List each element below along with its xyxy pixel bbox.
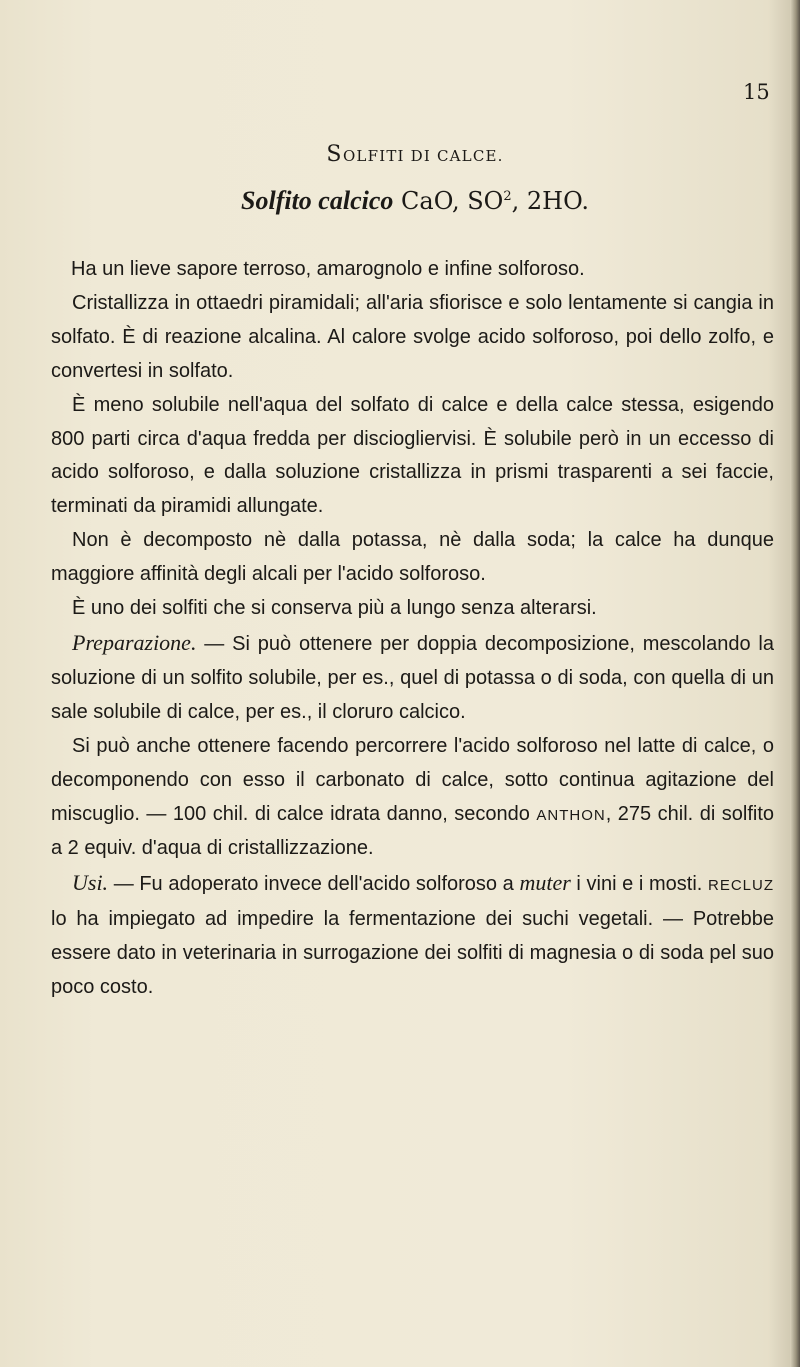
paragraph-taste: Ha un lieve sapore terroso, amarognolo e infine solforoso. xyxy=(71,258,585,280)
uses-text-c: lo ha impiegato ad impedire la fermentazione dei suchi vegetali. — Potrebbe essere dato in veterinaria in surrogazione dei solfiti di magnesia o di soda pel suo poco costo. xyxy=(51,908,774,999)
paragraph-crystallization: Cristallizza in ottaedri piramidali; all'aria sfiorisce e solo lentamente si cangia in solfato. È di reazione alcalina. Al calore svolge acido solforoso, poi dello zolfo, e convertesi in solfato. xyxy=(51,291,774,382)
running-head-small-caps: OLFITI DI CALCE. xyxy=(342,147,504,165)
paragraph-solubility: È meno solubile nell'aqua del solfato di calce e della calce stessa, esigendo 800 parti circa d'aqua fredda per disciogliervisi. È solubile però in un eccesso di acido solforoso, e dalla soluzione cristallizza in prismi trasparenti a sei faccie, terminati da piramidi allungate. xyxy=(51,393,774,518)
title-formula-b: , 2HO. xyxy=(511,187,589,215)
uses-italic-word: muter xyxy=(519,870,571,896)
uses-text-b: i vini e i mosti. xyxy=(570,873,708,896)
title-formula-sup: 2 xyxy=(503,189,512,204)
uses-label: Usi. xyxy=(72,870,109,896)
paragraph-preparation xyxy=(51,626,774,730)
section-title xyxy=(0,186,800,216)
body-text xyxy=(51,253,774,1005)
uses-text-a: — Fu adoperato invece dell'acido solforoso a xyxy=(108,873,520,896)
title-compound-name: Solfito calcico xyxy=(241,186,394,215)
paragraph-preparation-alt xyxy=(51,730,774,867)
preparation-alt-text-b: , 275 chil. di solfito a 2 equiv. d'aqua di cristallizzazione. xyxy=(51,802,774,860)
preparation-label: Preparazione. xyxy=(72,629,197,655)
author-recluz: RECLUZ xyxy=(707,877,774,895)
paragraph-decomposition: Non è decomposto nè dalla potassa, nè dalla soda; la calce ha dunque maggiore affinità degli alcali per l'acido solforoso. xyxy=(51,529,774,586)
preparation-text: — Si può ottenere per doppia decomposizione, mescolando la soluzione di un solfito solubile, per es., quel di potassa o di soda, con quella di un sale solubile di calce, per es., il cloruro calcico. xyxy=(51,632,774,723)
preparation-alt-text-a: Si può anche ottenere facendo percorrere l'acido solforoso nel latte di calce, o decomponendo con esso il carbonato di calce, sotto continua agitazione del miscuglio. — 100 chil. di calce idrata danno, secondo xyxy=(51,734,774,825)
author-anthon: ANTHON xyxy=(536,806,606,824)
paragraph-uses xyxy=(51,866,774,1005)
running-head-initial: S xyxy=(326,142,343,167)
paragraph-conservation: È uno dei solfiti che si conserva più a lungo senza alterarsi. xyxy=(72,597,597,620)
title-formula-a: CaO, SO xyxy=(401,187,504,215)
page-number: 15 xyxy=(743,80,770,104)
running-head xyxy=(0,142,800,167)
